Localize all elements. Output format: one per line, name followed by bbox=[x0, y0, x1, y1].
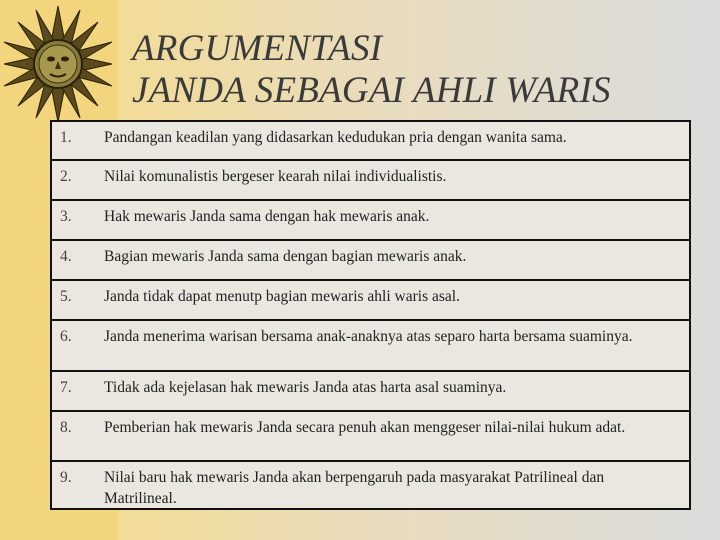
row-number: 4. bbox=[60, 248, 72, 265]
table-row bbox=[52, 122, 689, 159]
row-text: Nilai baru hak mewaris Janda akan berpengaruh pada masyarakat Patrilineal dan Matrilineal. bbox=[104, 469, 605, 507]
table-row bbox=[52, 201, 689, 239]
row-number: 1. bbox=[60, 129, 72, 146]
row-text: Janda menerima warisan bersama anak-anaknya atas separo harta bersama suaminya. bbox=[104, 328, 633, 345]
row-text: Bagian mewaris Janda sama dengan bagian mewaris anak. bbox=[104, 248, 467, 265]
row-text: Tidak ada kejelasan hak mewaris Janda atas harta asal suaminya. bbox=[104, 379, 507, 396]
row-text: Pemberian hak mewaris Janda secara penuh akan menggeser nilai-nilai hukum adat. bbox=[104, 419, 626, 436]
row-number: 9. bbox=[60, 469, 72, 486]
row-number: 8. bbox=[60, 419, 72, 436]
row-text: Janda tidak dapat menutp bagian mewaris ahli waris asal. bbox=[104, 288, 460, 305]
table-row bbox=[52, 372, 689, 410]
row-number: 3. bbox=[60, 208, 72, 225]
sun-icon bbox=[2, 2, 114, 122]
title-line-2: JANDA SEBAGAI AHLI WARIS bbox=[132, 70, 611, 111]
row-text: Hak mewaris Janda sama dengan hak mewaris anak. bbox=[104, 208, 430, 225]
table-row bbox=[52, 161, 689, 199]
row-text: Nilai komunalistis bergeser kearah nilai individualistis. bbox=[104, 168, 447, 185]
row-number: 5. bbox=[60, 288, 72, 305]
row-number: 6. bbox=[60, 328, 72, 345]
row-number: 2. bbox=[60, 168, 72, 185]
table-row bbox=[52, 281, 689, 319]
table-row bbox=[52, 321, 689, 370]
table-row bbox=[52, 241, 689, 279]
table-row bbox=[52, 412, 689, 460]
argument-table bbox=[50, 120, 691, 510]
row-number: 7. bbox=[60, 379, 72, 396]
title-line-1: ARGUMENTASI bbox=[132, 28, 383, 69]
page-title bbox=[132, 28, 712, 112]
table-row bbox=[52, 462, 689, 508]
row-text: Pandangan keadilan yang didasarkan kedudukan pria dengan wanita sama. bbox=[104, 129, 567, 146]
